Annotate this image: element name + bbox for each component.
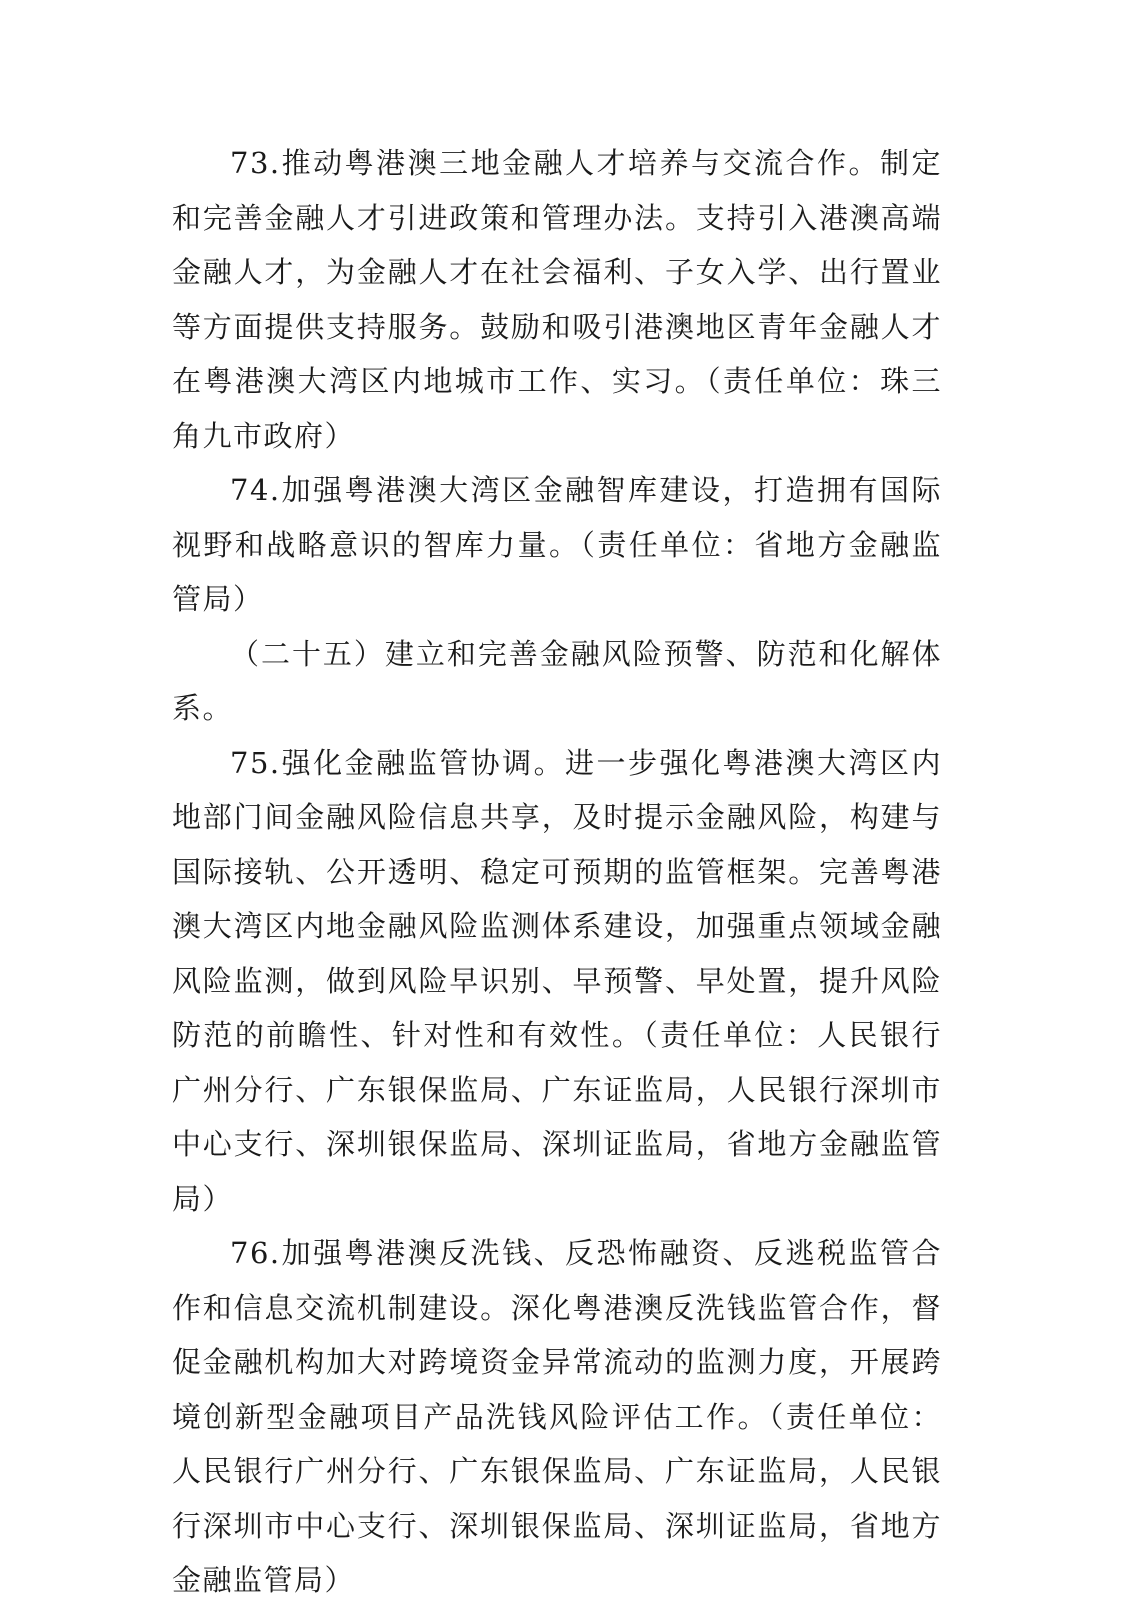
paragraph-73: 73.推动粤港澳三地金融人才培养与交流合作。制定和完善金融人才引进政策和管理办法。支持引入港澳高端金融人才，为金融人才在社会福利、子女入学、出行置业等方面提供支持服务。鼓励和吸引港澳地区青年金融人才在粤港澳大湾区内地城市工作、实习。（责任单位：珠三角九市政府） (172, 146, 942, 453)
paragraph-76: 76.加强粤港澳反洗钱、反恐怖融资、反逃税监管合作和信息交流机制建设。深化粤港澳反洗钱监管合作，督促金融机构加大对跨境资金异常流动的监测力度，开展跨境创新型金融项目产品洗钱风险评估工作。（责任单位：人民银行广州分行、广东银保监局、广东证监局，人民银行深圳市中心支行、深圳银保监局、深圳证监局，省地方金融监管局） (172, 1236, 942, 1597)
section-heading-25: （二十五）建立和完善金融风险预警、防范和化解体系。 (172, 636, 942, 725)
paragraph-75: 75.强化金融监管协调。进一步强化粤港澳大湾区内地部门间金融风险信息共享，及时提示金融风险，构建与国际接轨、公开透明、稳定可预期的监管框架。完善粤港澳大湾区内地金融风险监测体系建设，加强重点领域金融风险监测，做到风险早识别、早预警、早处置，提升风险防范的前瞻性、针对性和有效性。（责任单位：人民银行广州分行、广东银保监局、广东证监局，人民银行深圳市中心支行、深圳银保监局、深圳证监局，省地方金融监管局） (172, 745, 942, 1216)
document-body (172, 136, 942, 1608)
paragraph-74: 74.加强粤港澳大湾区金融智库建设，打造拥有国际视野和战略意识的智库力量。（责任单位：省地方金融监管局） (172, 473, 942, 616)
